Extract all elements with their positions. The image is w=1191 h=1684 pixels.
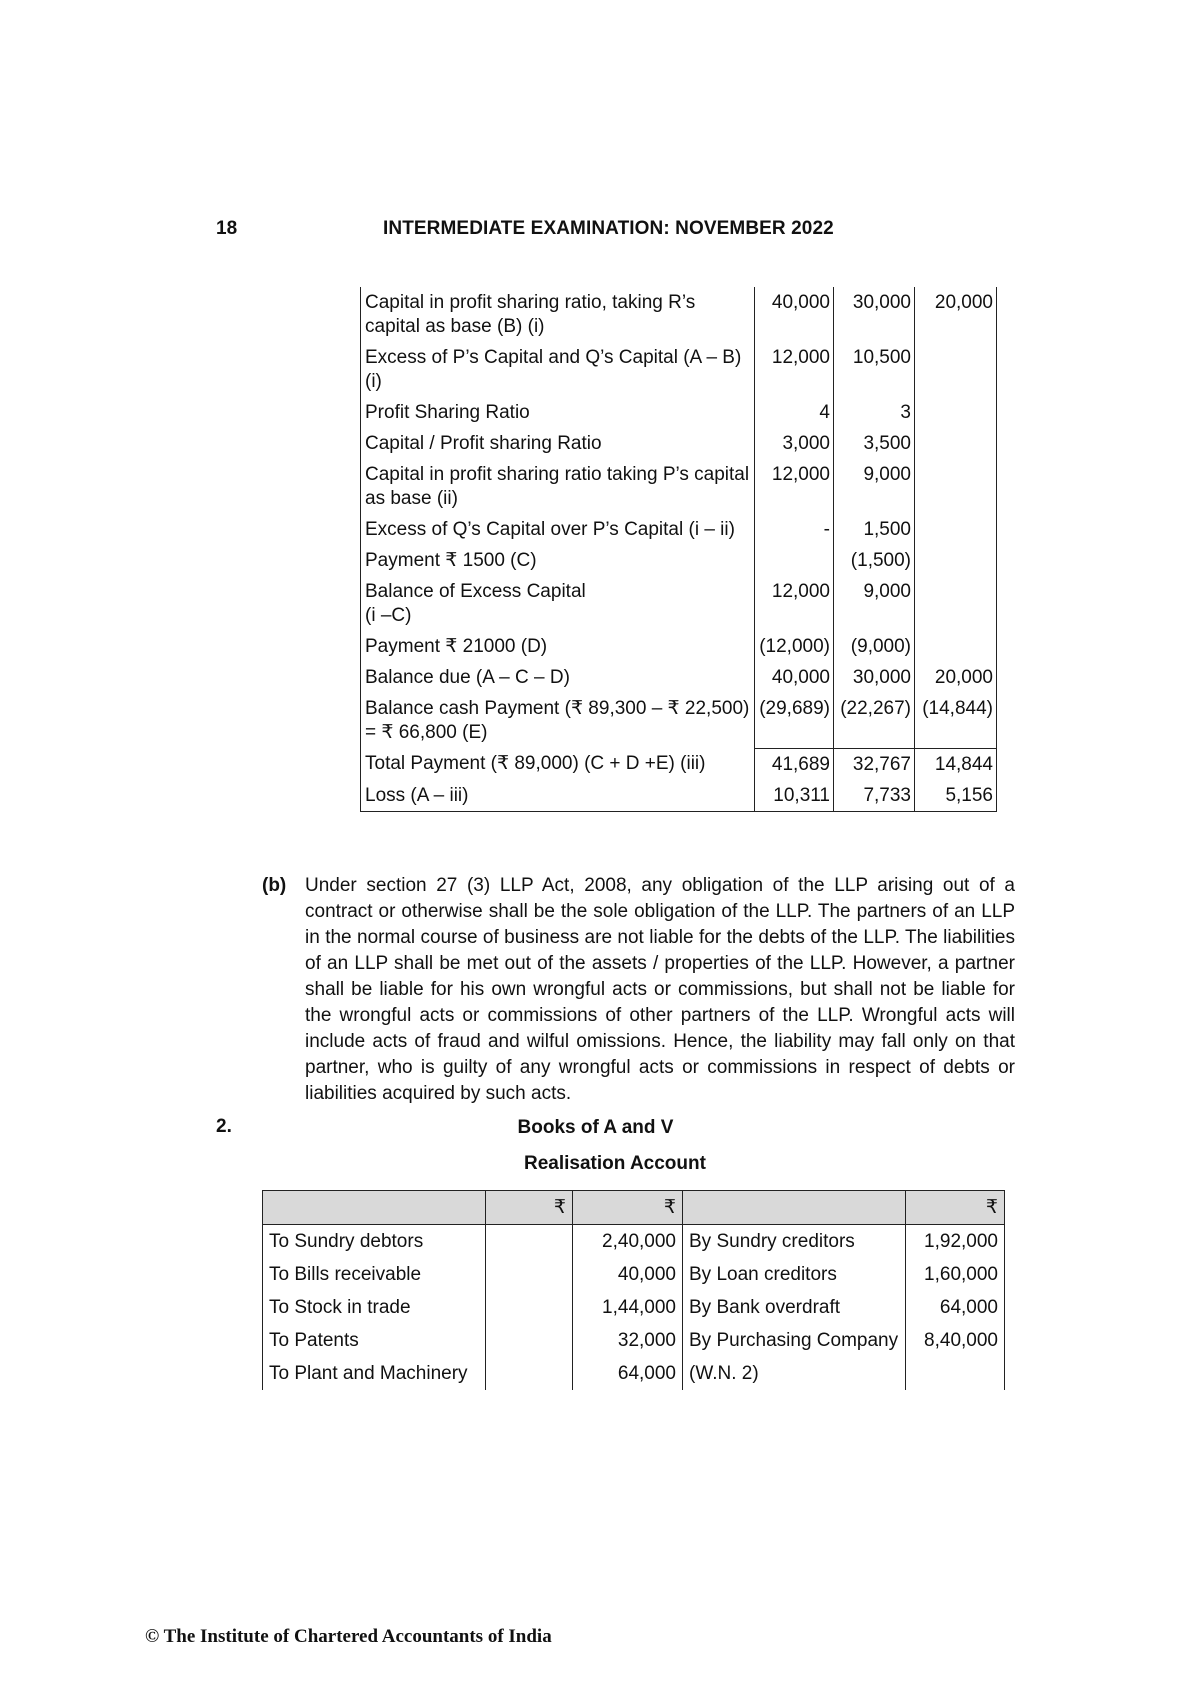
amount-cell-c1: 40,000: [755, 287, 834, 342]
row-description-text: Capital in profit sharing ratio taking P’s capital as base (ii): [365, 464, 750, 509]
amount-cell-c3: [915, 514, 997, 545]
amount-cell-c2: 9,000: [834, 459, 915, 514]
cr-amt-cell: 8,40,000: [906, 1324, 1005, 1357]
table-row: [361, 342, 997, 397]
row-description-text: Payment ₹ 21000 (D): [365, 636, 548, 657]
table-row: [361, 576, 997, 631]
question-number: 2.: [216, 1116, 232, 1137]
amount-cell-c2: 3: [834, 397, 915, 428]
table-row: [361, 662, 997, 693]
cr-amt-cell: 1,92,000: [906, 1225, 1005, 1259]
row-description: [361, 397, 755, 428]
row-description-text: Capital / Profit sharing Ratio: [365, 433, 602, 454]
footer-copyright: © The Institute of Chartered Accountants of India: [145, 1626, 552, 1647]
row-description: [361, 287, 755, 342]
dr-particulars-cell: To Plant and Machinery: [263, 1357, 486, 1390]
row-description: [361, 545, 755, 576]
table-row: [361, 428, 997, 459]
amount-cell-c2: 3,500: [834, 428, 915, 459]
row-description-text: Loss (A – iii): [365, 784, 469, 806]
row-description: [361, 780, 755, 812]
table-row: [361, 631, 997, 662]
table-row: [263, 1258, 1005, 1291]
row-description: [361, 428, 755, 459]
capital-table: [360, 287, 997, 812]
dr-amt1-cell: [486, 1258, 573, 1291]
amount-cell-c3: 5,156: [915, 780, 997, 812]
part-b-paragraph: Under section 27 (3) LLP Act, 2008, any obligation of the LLP arising out of a contract or otherwise shall be the sole obligation of the LLP. The partners of an LLP in the normal course of business are not liable for the debts of the LLP. The liabilities of an LLP shall be met out of the assets / properties of the LLP. However, a partner shall be liable for his own wrongful acts or commissions, but shall not be liable for the wrongful acts or commissions of other partners of the LLP. Wrongful acts will include acts of fraud and wilful omissions. Hence, the liability may fall only on that partner, who is guilty of any wrongful acts or commissions in respect of debts or liabilities acquired by such acts.: [305, 875, 1015, 1104]
dr-amt2-cell: 64,000: [573, 1357, 683, 1390]
row-description: [361, 342, 755, 397]
amount-cell-c1: (12,000): [755, 631, 834, 662]
table-row: [361, 748, 997, 780]
amount-cell-c3: [915, 342, 997, 397]
row-description: [361, 748, 755, 780]
dr-amt1-cell: [486, 1324, 573, 1357]
row-description: [361, 693, 755, 748]
amount-cell-c3: 14,844: [915, 748, 997, 780]
amount-cell-c1: 4: [755, 397, 834, 428]
row-description-text: (i –C): [365, 605, 412, 626]
table-header-row: [263, 1191, 1005, 1225]
table-row: [361, 693, 997, 748]
dr-amt2-cell: 40,000: [573, 1258, 683, 1291]
table-row: [361, 514, 997, 545]
amount-cell-c3: 20,000: [915, 287, 997, 342]
amount-cell-c2: 10,500: [834, 342, 915, 397]
row-description-text: Excess of P’s Capital and Q’s Capital (A – B) (i): [365, 347, 742, 392]
cr-amt-cell: [906, 1357, 1005, 1390]
account-title: Realisation Account: [524, 1153, 706, 1174]
part-b-label: (b): [262, 875, 287, 896]
amount-cell-c2: (22,267): [834, 693, 915, 748]
amount-cell-c2: (9,000): [834, 631, 915, 662]
amount-cell-c3: [915, 428, 997, 459]
cr-particulars-cell: By Loan creditors: [683, 1258, 906, 1291]
table-row: [263, 1324, 1005, 1357]
cr-particulars-cell: By Sundry creditors: [683, 1225, 906, 1259]
amount-cell-c3: [915, 631, 997, 662]
row-description-text: Profit Sharing Ratio: [365, 402, 530, 423]
dr-particulars-cell: To Bills receivable: [263, 1258, 486, 1291]
amount-cell-c3: [915, 576, 997, 631]
section-title: Books of A and V: [517, 1117, 674, 1138]
amount-cell-c3: [915, 545, 997, 576]
amount-cell-c2: 9,000: [834, 576, 915, 631]
amount-cell-c2: 30,000: [834, 287, 915, 342]
cr-amt-cell: 64,000: [906, 1291, 1005, 1324]
row-description: [361, 662, 755, 693]
currency-symbol: ₹: [486, 1191, 573, 1225]
amount-cell-c3: [915, 397, 997, 428]
row-description-text: Excess of Q’s Capital over P’s Capital (i – ii): [365, 519, 735, 540]
header-cell: [683, 1191, 906, 1225]
currency-symbol: ₹: [573, 1191, 683, 1225]
table-row: [361, 287, 997, 342]
table-row: [361, 780, 997, 812]
table-row: [263, 1291, 1005, 1324]
dr-amt2-cell: 32,000: [573, 1324, 683, 1357]
amount-cell-c1: 12,000: [755, 459, 834, 514]
realisation-account-table: [262, 1190, 1005, 1390]
amount-cell-c1: 3,000: [755, 428, 834, 459]
amount-cell-c2: 7,733: [834, 780, 915, 812]
amount-cell-c2: 30,000: [834, 662, 915, 693]
table-row: [361, 545, 997, 576]
row-description: [361, 514, 755, 545]
dr-amt1-cell: [486, 1225, 573, 1259]
amount-cell-c2: 32,767: [834, 748, 915, 780]
dr-particulars-cell: To Sundry debtors: [263, 1225, 486, 1259]
dr-particulars-cell: To Patents: [263, 1324, 486, 1357]
amount-cell-c2: (1,500): [834, 545, 915, 576]
amount-cell-c1: 41,689: [755, 748, 834, 780]
table-row: [361, 397, 997, 428]
row-description: [361, 576, 755, 631]
amount-cell-c2: 1,500: [834, 514, 915, 545]
amount-cell-c1: 12,000: [755, 342, 834, 397]
amount-cell-c1: [755, 545, 834, 576]
row-description-text: Balance due (A – C – D): [365, 667, 570, 688]
row-description: [361, 459, 755, 514]
amount-cell-c1: 10,311: [755, 780, 834, 812]
amount-cell-c1: 40,000: [755, 662, 834, 693]
table-row: [361, 459, 997, 514]
running-title: INTERMEDIATE EXAMINATION: NOVEMBER 2022: [383, 218, 834, 239]
cr-particulars-cell: By Bank overdraft: [683, 1291, 906, 1324]
row-description-text: Payment ₹ 1500 (C): [365, 550, 537, 571]
amount-cell-c3: 20,000: [915, 662, 997, 693]
header-cell: [263, 1191, 486, 1225]
page-number: 18: [216, 218, 238, 239]
row-description-text: Balance cash Payment (₹ 89,300 – ₹ 22,500) = ₹ 66,800 (E): [365, 698, 750, 743]
table-row: [263, 1357, 1005, 1390]
currency-symbol: ₹: [906, 1191, 1005, 1225]
dr-amt1-cell: [486, 1357, 573, 1390]
dr-amt2-cell: 2,40,000: [573, 1225, 683, 1259]
table-row: [263, 1225, 1005, 1259]
dr-amt1-cell: [486, 1291, 573, 1324]
cr-amt-cell: 1,60,000: [906, 1258, 1005, 1291]
row-description-text: Total Payment (₹ 89,000) (C + D +E) (iii): [365, 753, 706, 774]
amount-cell-c3: (14,844): [915, 693, 997, 748]
row-description-text: Balance of Excess Capital: [365, 581, 586, 602]
cr-particulars-cell: By Purchasing Company: [683, 1324, 906, 1357]
amount-cell-c1: (29,689): [755, 693, 834, 748]
row-description-text: Capital in profit sharing ratio, taking R’s capital as base (B) (i): [365, 292, 696, 337]
cr-particulars-cell: (W.N. 2): [683, 1357, 906, 1390]
amount-cell-c3: [915, 459, 997, 514]
row-description: [361, 631, 755, 662]
amount-cell-c1: 12,000: [755, 576, 834, 631]
dr-amt2-cell: 1,44,000: [573, 1291, 683, 1324]
amount-cell-c1: -: [755, 514, 834, 545]
dr-particulars-cell: To Stock in trade: [263, 1291, 486, 1324]
